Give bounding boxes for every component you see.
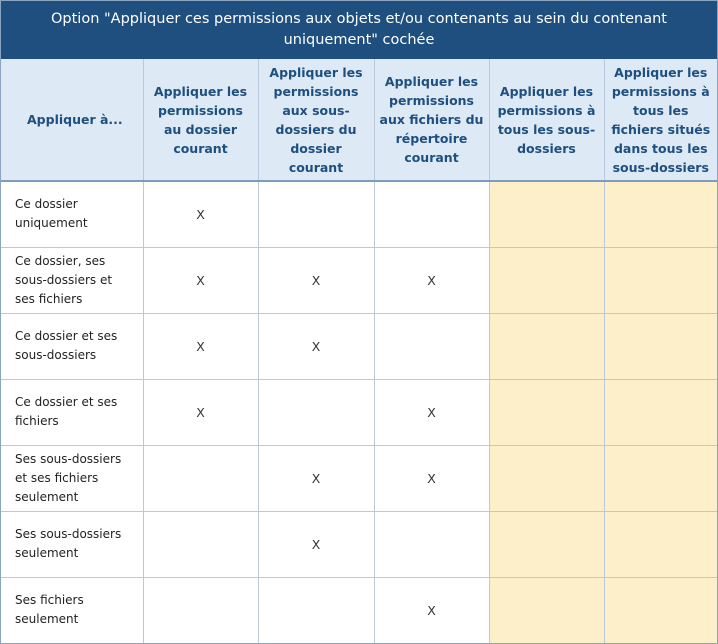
table-row [1, 511, 717, 577]
cell-current-folder: X [143, 181, 258, 247]
header-files-current: Appliquer les permissions aux fichiers du répertoire courant [374, 59, 489, 181]
header-current-folder: Appliquer les permissions au dossier courant [143, 59, 258, 181]
cell-files-current: X [374, 247, 489, 313]
cell-all-subfolders [489, 247, 604, 313]
cell-files-current [374, 181, 489, 247]
row-label: Ses sous-dossiers et ses fichiers seulement [1, 445, 143, 511]
cell-all-files-subfolders [604, 181, 717, 247]
cell-files-current [374, 313, 489, 379]
permissions-table [1, 59, 717, 643]
header-all-files-subfolders: Appliquer les permissions à tous les fichiers situés dans tous les sous-dossiers [604, 59, 717, 181]
cell-subfolders-current: X [258, 313, 374, 379]
cell-subfolders-current [258, 379, 374, 445]
table-row [1, 181, 717, 247]
cell-files-current: X [374, 445, 489, 511]
table-row [1, 445, 717, 511]
table-row [1, 247, 717, 313]
header-all-subfolders: Appliquer les permissions à tous les sous-dossiers [489, 59, 604, 181]
cell-all-files-subfolders [604, 313, 717, 379]
header-subfolders-current: Appliquer les permissions aux sous-dossiers du dossier courant [258, 59, 374, 181]
cell-subfolders-current: X [258, 511, 374, 577]
cell-subfolders-current: X [258, 445, 374, 511]
row-label: Ce dossier uniquement [1, 181, 143, 247]
cell-current-folder: X [143, 313, 258, 379]
cell-files-current: X [374, 577, 489, 643]
header-apply-to: Appliquer à... [1, 59, 143, 181]
cell-all-subfolders [489, 313, 604, 379]
table-title: Option "Appliquer ces permissions aux objets et/ou contenants au sein du contenant uniquement" cochée [1, 1, 717, 59]
cell-subfolders-current: X [258, 247, 374, 313]
row-label: Ses sous-dossiers seulement [1, 511, 143, 577]
row-label: Ses fichiers seulement [1, 577, 143, 643]
cell-all-subfolders [489, 379, 604, 445]
table-row [1, 313, 717, 379]
cell-current-folder [143, 577, 258, 643]
cell-subfolders-current [258, 181, 374, 247]
cell-all-files-subfolders [604, 445, 717, 511]
cell-all-files-subfolders [604, 511, 717, 577]
cell-all-subfolders [489, 577, 604, 643]
cell-all-files-subfolders [604, 247, 717, 313]
cell-current-folder: X [143, 247, 258, 313]
row-label: Ce dossier et ses fichiers [1, 379, 143, 445]
header-row [1, 59, 717, 181]
table-row [1, 379, 717, 445]
cell-all-subfolders [489, 511, 604, 577]
cell-all-subfolders [489, 181, 604, 247]
cell-subfolders-current [258, 577, 374, 643]
cell-all-files-subfolders [604, 577, 717, 643]
cell-all-subfolders [489, 445, 604, 511]
cell-files-current [374, 511, 489, 577]
cell-current-folder: X [143, 379, 258, 445]
cell-all-files-subfolders [604, 379, 717, 445]
row-label: Ce dossier, ses sous-dossiers et ses fichiers [1, 247, 143, 313]
cell-current-folder [143, 511, 258, 577]
table-row [1, 577, 717, 643]
cell-files-current: X [374, 379, 489, 445]
cell-current-folder [143, 445, 258, 511]
row-label: Ce dossier et ses sous-dossiers [1, 313, 143, 379]
